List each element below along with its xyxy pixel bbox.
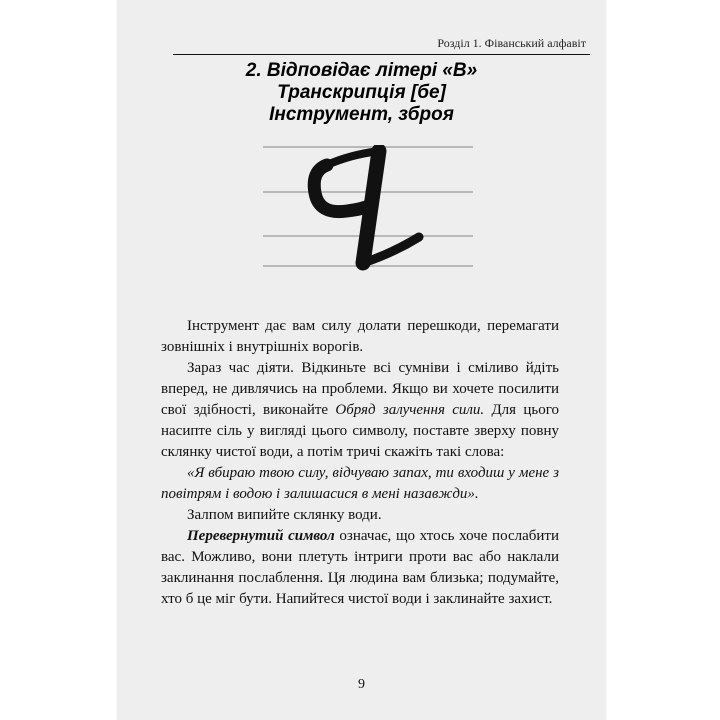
incantation-text: «Я вбираю твою силу, відчуваю запах, ти входиш у мене з повітрям і водою і залишасися в мені назавжди». (161, 465, 559, 502)
title-line-letter: 2. Відповідає літері «В» (245, 60, 478, 81)
title-line-transcription: Транскрипція [бе] (277, 82, 446, 103)
header-rule (173, 54, 590, 55)
paragraph: Інструмент дає вам силу долати перешкоди, перемагати зовнішніх і внутрішніх ворогів. (161, 318, 559, 355)
theban-letter-b-icon (263, 145, 473, 275)
paragraph-text: означає, що хтось хоче послабити вас. Можливо, вони плетуть інтриги проти вас або наклали заклинання послаблення. Ця людина вам близька; подумайте, хто б це міг бути. Напийтеся чистої води і заклинайте захист. (161, 528, 559, 607)
paragraph-text: Для цього насипте сіль у вигляді цього символу, поставте зверху повну склянку чистої води, а потім тричі скажіть такі слова: (161, 402, 560, 460)
inverted-symbol-term: Перевернутий символ (187, 528, 335, 544)
running-header: Розділ 1. Фіванський алфавіт (437, 36, 586, 50)
section-title (117, 60, 606, 126)
body-text (161, 316, 559, 610)
paragraph (161, 358, 559, 463)
page-number: 9 (358, 677, 365, 692)
incantation-quote (161, 463, 559, 505)
paragraph-text: Зараз час діяти. Відкиньте всі сумніви і сміливо йдіть вперед, не дивлячись на проблеми. Якщо ви хочете посилити свої здібності, виконайте (161, 360, 559, 418)
paragraph: Залпом випийте склянку води. (187, 507, 382, 523)
ritual-name: Обряд залучення сили. (335, 402, 485, 418)
book-page (117, 0, 606, 720)
paragraph (161, 526, 559, 610)
title-line-meaning: Інструмент, зброя (269, 104, 454, 125)
